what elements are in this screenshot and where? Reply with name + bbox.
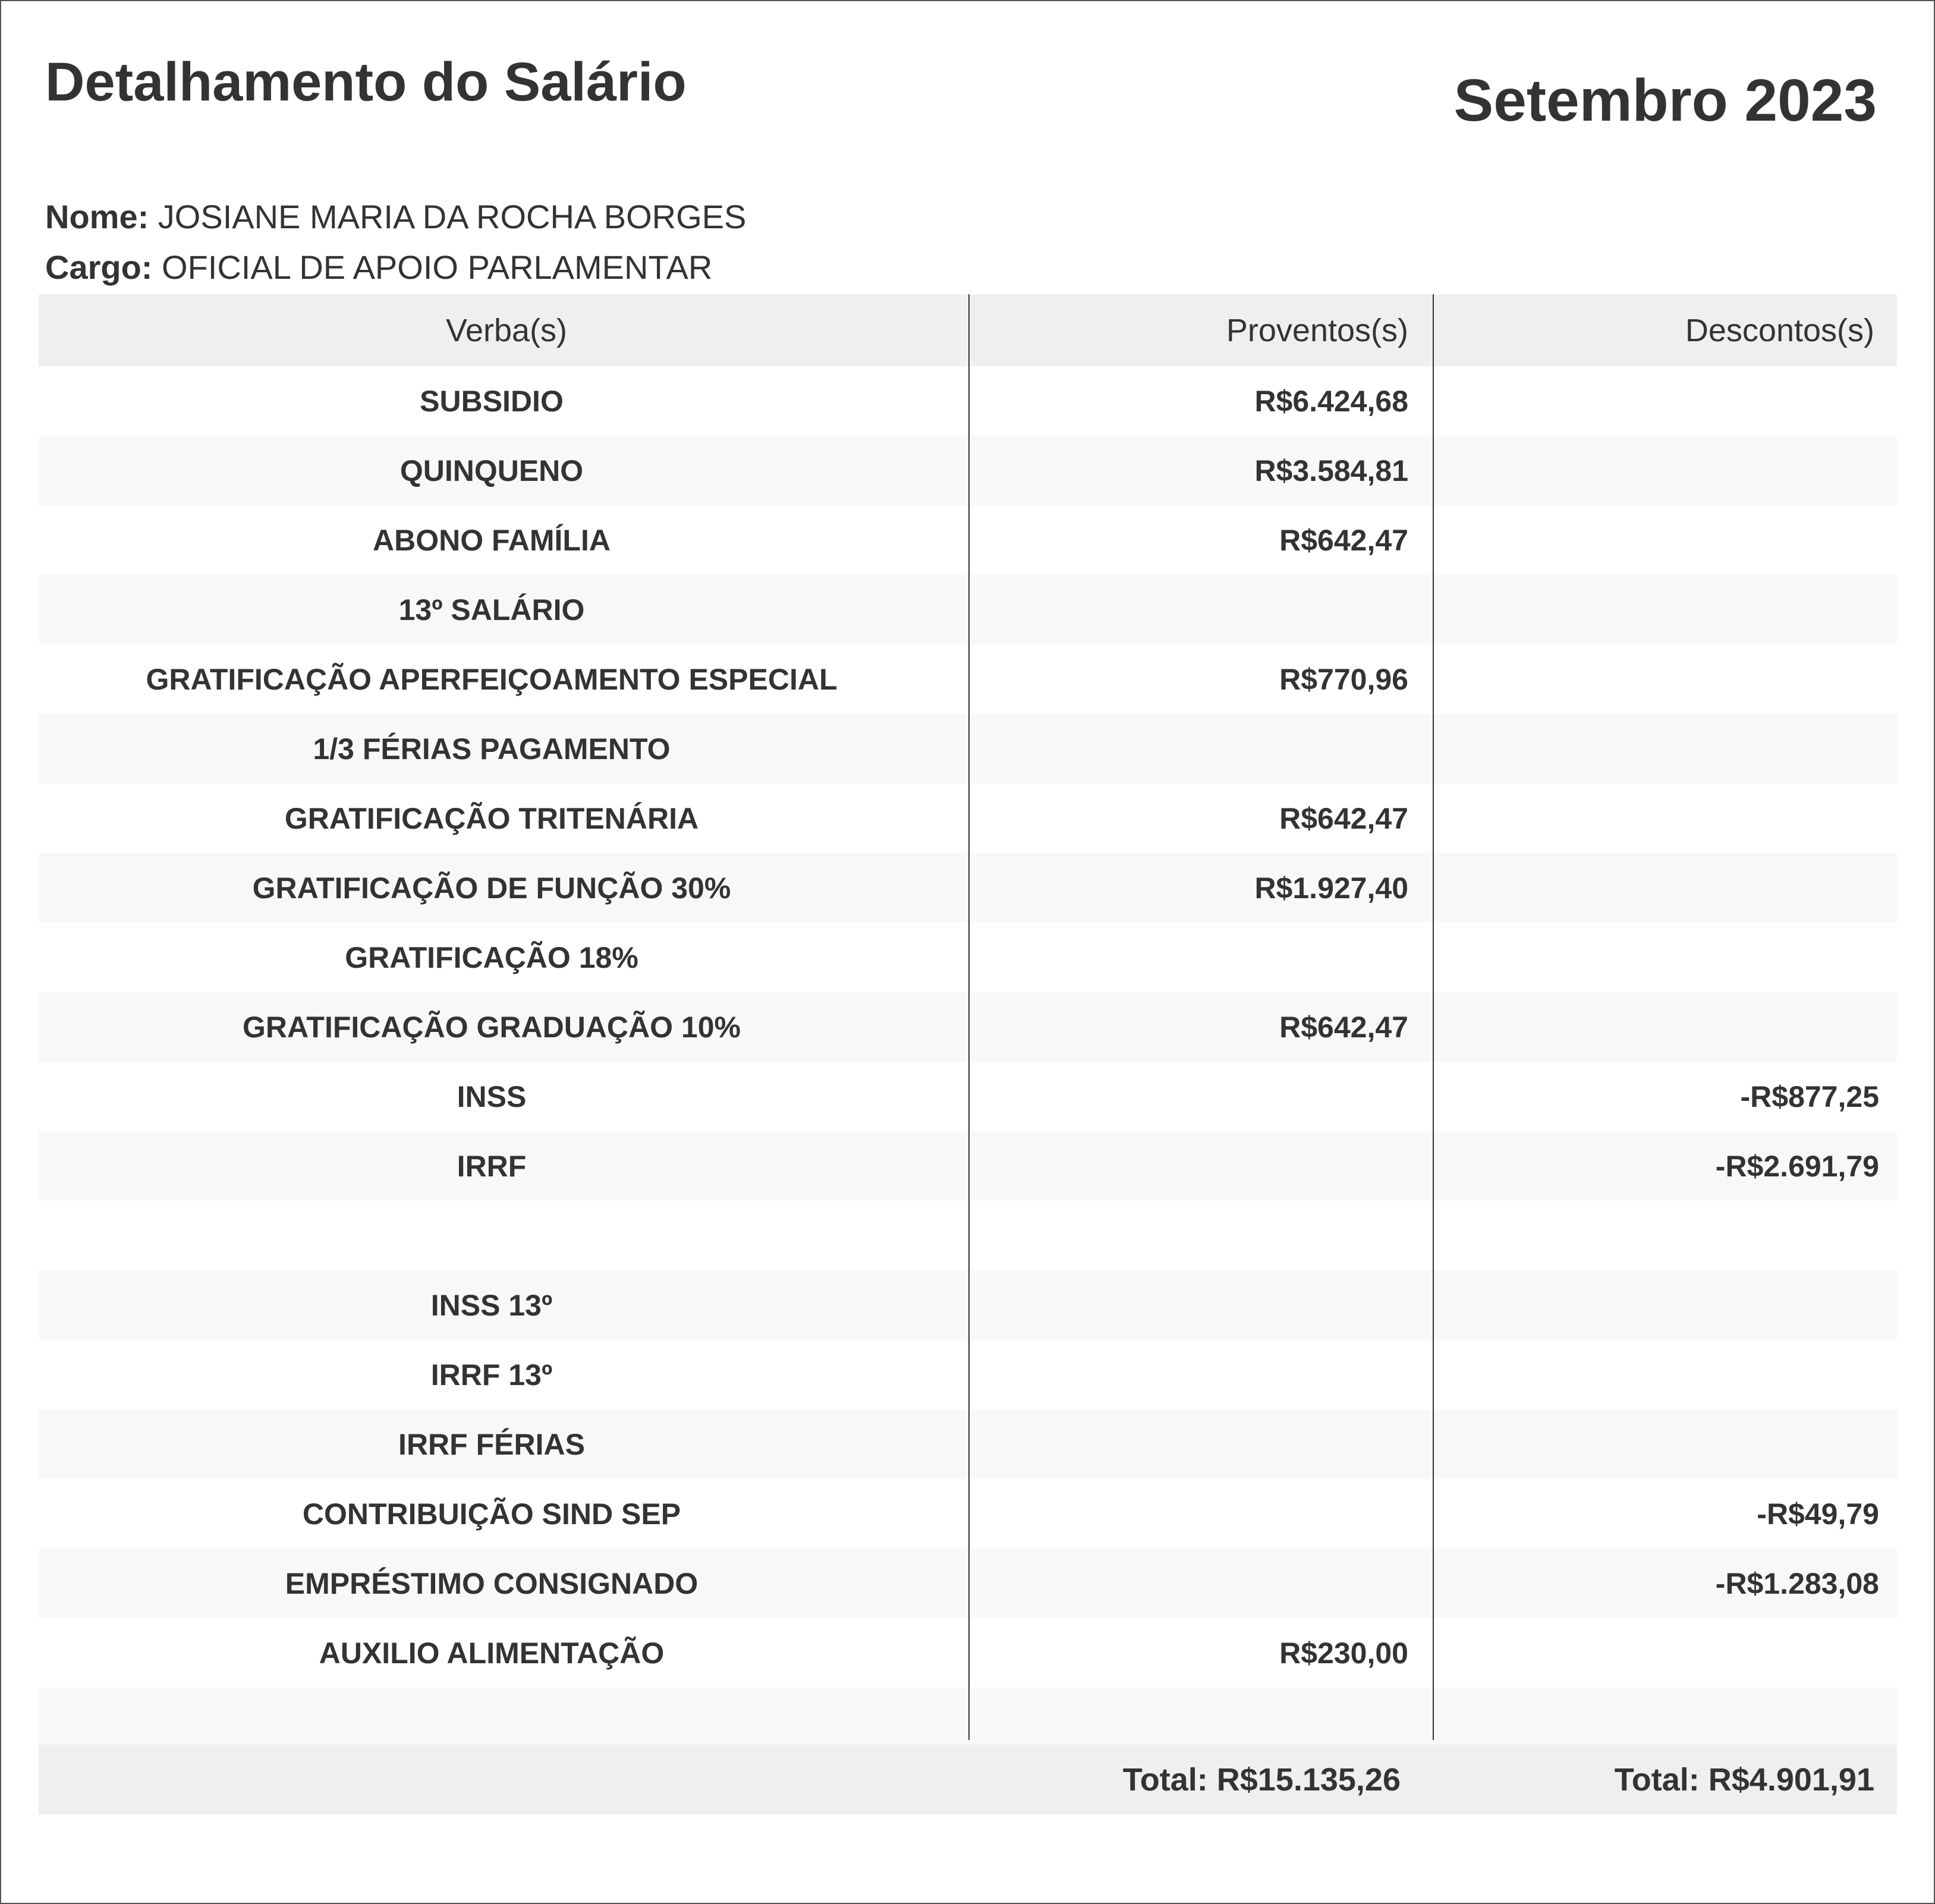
table-body [39, 366, 1897, 1757]
verba-cell: ABONO FAMÍLIA [373, 523, 611, 557]
table-row [39, 1479, 1897, 1549]
total-descontos: Total: R$4.901,91 [1614, 1761, 1874, 1798]
total-proventos: Total: R$15.135,26 [1122, 1761, 1401, 1798]
verba-cell: GRATIFICAÇÃO TRITENÁRIA [284, 801, 699, 835]
desconto-cell: -R$49,79 [1757, 1497, 1879, 1531]
provento-cell [968, 923, 1433, 992]
column-divider [1433, 294, 1434, 1740]
provento-cell [968, 1131, 1433, 1201]
column-header-proventos: Proventos(s) [1226, 312, 1408, 348]
desconto-cell [1433, 1618, 1897, 1688]
table-row [39, 923, 1897, 992]
desconto-cell [1433, 783, 1897, 853]
column-header-descontos: Descontos(s) [1685, 312, 1874, 348]
table-row [39, 714, 1897, 783]
verba-cell: GRATIFICAÇÃO GRADUAÇÃO 10% [243, 1010, 741, 1044]
desconto-cell: -R$2.691,79 [1715, 1149, 1879, 1183]
employee-cargo [45, 248, 712, 287]
desconto-cell [1433, 923, 1897, 992]
verba-cell: 1/3 FÉRIAS PAGAMENTO [313, 732, 671, 766]
table-row [39, 1201, 1897, 1270]
provento-cell: R$1.927,40 [1254, 871, 1408, 905]
table-row [39, 992, 1897, 1062]
column-divider [968, 294, 970, 1740]
provento-cell: R$6.424,68 [1254, 384, 1408, 418]
name-label: Nome: [45, 198, 149, 235]
period-label: Setembro 2023 [1453, 67, 1877, 134]
name-value: JOSIANE MARIA DA ROCHA BORGES [158, 198, 747, 235]
verba-cell: CONTRIBUIÇÃO SIND SEP [302, 1497, 681, 1531]
desconto-cell [1433, 366, 1897, 436]
table-row [39, 1340, 1897, 1409]
verba-cell [39, 1201, 968, 1270]
provento-cell [968, 1549, 1433, 1618]
desconto-cell [1433, 1201, 1897, 1270]
provento-cell [968, 1270, 1433, 1340]
table-row [39, 783, 1897, 853]
provento-cell [968, 575, 1433, 644]
verba-cell: GRATIFICAÇÃO DE FUNÇÃO 30% [252, 871, 731, 905]
desconto-cell: -R$877,25 [1740, 1080, 1879, 1113]
verba-cell: INSS [457, 1080, 527, 1113]
verba-cell: IRRF FÉRIAS [398, 1427, 585, 1461]
desconto-cell [1433, 505, 1897, 575]
table-row [39, 644, 1897, 714]
provento-cell: R$770,96 [1279, 662, 1408, 696]
verba-cell: QUINQUENO [399, 454, 584, 487]
salary-table [39, 294, 1897, 1757]
table-row [39, 366, 1897, 436]
verba-cell: 13º SALÁRIO [398, 593, 585, 627]
verba-cell: INSS 13º [430, 1288, 553, 1322]
desconto-cell [1433, 575, 1897, 644]
table-row [39, 1270, 1897, 1340]
table-row [39, 505, 1897, 575]
verba-cell: IRRF [457, 1149, 527, 1183]
provento-cell: R$230,00 [1279, 1636, 1408, 1670]
verba-cell: GRATIFICAÇÃO APERFEIÇOAMENTO ESPECIAL [146, 662, 838, 696]
table-row [39, 436, 1897, 505]
provento-cell [968, 714, 1433, 783]
employee-name [45, 197, 746, 236]
desconto-cell [1433, 1340, 1897, 1409]
desconto-cell: -R$1.283,08 [1715, 1566, 1879, 1600]
table-row [39, 1409, 1897, 1479]
table-header-row [39, 294, 1897, 366]
table-row [39, 853, 1897, 923]
desconto-cell [1433, 1409, 1897, 1479]
desconto-cell [1433, 1270, 1897, 1340]
desconto-cell [1433, 436, 1897, 505]
provento-cell [968, 1062, 1433, 1131]
table-row [39, 1062, 1897, 1131]
provento-cell [968, 1340, 1433, 1409]
desconto-cell [1433, 853, 1897, 923]
table-row [39, 1131, 1897, 1201]
provento-cell [968, 1201, 1433, 1270]
verba-cell: EMPRÉSTIMO CONSIGNADO [285, 1566, 699, 1600]
cargo-label: Cargo: [45, 248, 153, 286]
cargo-value: OFICIAL DE APOIO PARLAMENTAR [162, 248, 713, 286]
totals-row [39, 1745, 1897, 1814]
desconto-cell [1433, 644, 1897, 714]
desconto-cell [1433, 714, 1897, 783]
provento-cell: R$3.584,81 [1254, 454, 1408, 487]
desconto-cell [1433, 992, 1897, 1062]
verba-cell: SUBSIDIO [420, 384, 564, 418]
provento-cell: R$642,47 [1279, 1010, 1408, 1044]
page-title: Detalhamento do Salário [45, 52, 687, 112]
provento-cell [968, 1479, 1433, 1549]
verba-cell: AUXILIO ALIMENTAÇÃO [319, 1636, 665, 1670]
column-header-verba: Verba(s) [445, 312, 568, 348]
table-row [39, 575, 1897, 644]
table-row [39, 1618, 1897, 1688]
table-row [39, 1549, 1897, 1618]
provento-cell: R$642,47 [1279, 523, 1408, 557]
provento-cell [968, 1409, 1433, 1479]
verba-cell: GRATIFICAÇÃO 18% [345, 940, 638, 974]
provento-cell: R$642,47 [1279, 801, 1408, 835]
verba-cell: IRRF 13º [430, 1358, 553, 1392]
